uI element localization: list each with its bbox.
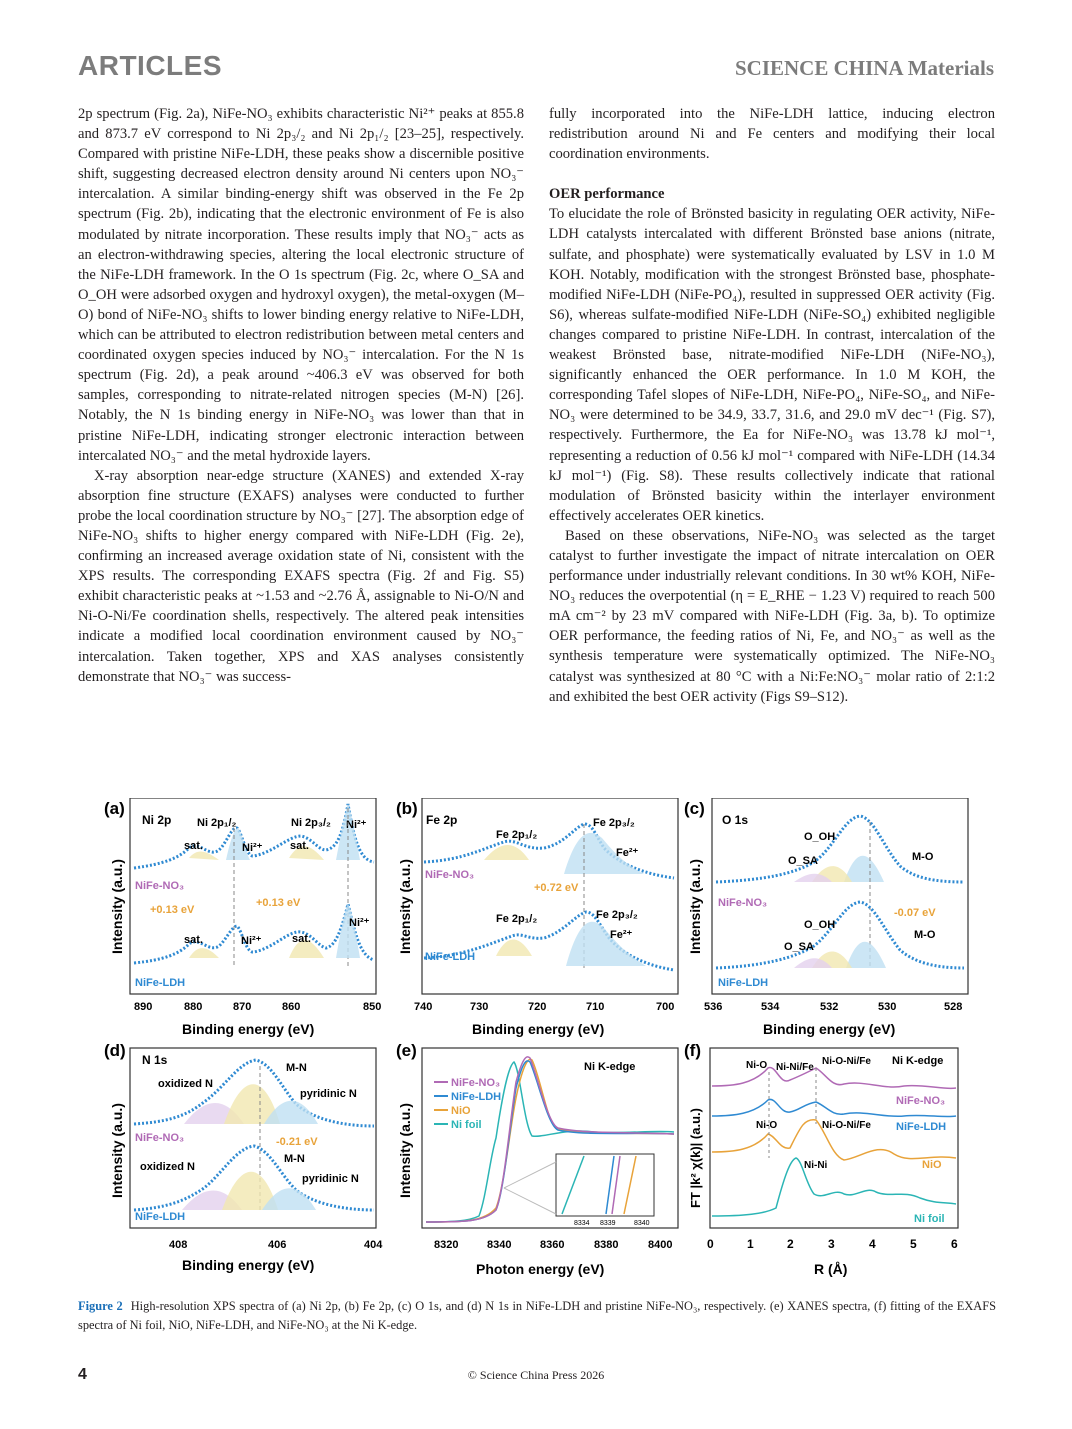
panel-a-frame (130, 798, 376, 994)
panel-c-ooh-top: O_OH (804, 831, 836, 843)
panel-d-shift: -0.21 eV (276, 1136, 318, 1148)
figure-caption-label: Figure 2 (78, 1299, 123, 1313)
panel-d-bottom-label: NiFe-LDH (135, 1211, 186, 1223)
panel-b (396, 798, 678, 1037)
panel-b-xtick-0: 740 (414, 1001, 433, 1013)
panel-a-sat-3: sat. (184, 934, 203, 946)
panel-d-letter: (d) (104, 1041, 126, 1060)
figure-caption (78, 1297, 996, 1335)
panel-b-xlabel: Binding energy (eV) (472, 1021, 605, 1037)
panel-a-xtick-1: 880 (184, 1001, 203, 1013)
panel-d-pyridinic-top: pyridinic N (300, 1088, 357, 1100)
section-header: ARTICLES (78, 50, 222, 81)
left-column (78, 104, 524, 687)
panel-e-legend-3: Ni foil (451, 1119, 482, 1131)
panel-b-title: Fe 2p (426, 813, 458, 827)
panel-f-label-0: NiFe-NO₃ (896, 1095, 946, 1107)
panel-d-xlabel: Binding energy (eV) (182, 1257, 315, 1273)
panel-a-bottom-label: NiFe-LDH (135, 977, 186, 989)
panel-f (684, 1041, 958, 1277)
panel-d-oxidized-bottom: oxidized N (140, 1161, 196, 1173)
panel-c-xtick-2: 532 (820, 1001, 839, 1013)
panel-a (104, 798, 381, 1037)
panel-a-xtick-3: 860 (282, 1001, 301, 1013)
page-number: 4 (78, 1366, 87, 1383)
panel-d-xtick-2: 404 (364, 1239, 383, 1251)
panel-c-xtick-3: 530 (878, 1001, 897, 1013)
panel-a-ylabel: Intensity (a.u.) (109, 859, 125, 954)
panel-f-label-3: Ni foil (914, 1213, 945, 1225)
panel-f-xtick-5: 5 (910, 1237, 917, 1251)
panel-f-label-2: NiO (922, 1159, 942, 1171)
copyright-footer: © Science China Press 2026 (467, 1368, 605, 1382)
panel-e-inset-tick-0: 8334 (574, 1220, 590, 1227)
panel-b-peak2-bottom: Fe 2p₃/₂ (596, 909, 638, 921)
panel-b-xtick-3: 710 (586, 1001, 605, 1013)
panel-c-xtick-4: 528 (944, 1001, 963, 1013)
panel-a-ni2-2: Ni²⁺ (346, 819, 367, 831)
panel-d-oxidized-top: oxidized N (158, 1078, 214, 1090)
panel-e-legend-1: NiFe-LDH (451, 1091, 502, 1103)
panel-e-ylabel: Intensity (a.u.) (397, 1103, 413, 1198)
panel-c-top-label: NiFe-NO₃ (718, 897, 768, 909)
panel-f-letter: (f) (684, 1041, 701, 1060)
panel-d-mn-bottom: M-N (284, 1153, 305, 1165)
panel-e-letter: (e) (396, 1041, 417, 1060)
panel-c-xlabel: Binding energy (eV) (763, 1021, 896, 1037)
panel-c-ooh-bottom: O_OH (804, 919, 836, 931)
panel-f-xtick-0: 0 (707, 1237, 714, 1251)
panel-b-shift: +0.72 eV (534, 882, 579, 894)
panel-c-shift: -0.07 eV (894, 907, 936, 919)
panel-c-bottom-label: NiFe-LDH (718, 977, 769, 989)
panel-a-title: Ni 2p (142, 813, 172, 827)
panel-a-xtick-0: 890 (134, 1001, 153, 1013)
panel-a-peak2: Ni 2p₃/₂ (291, 817, 331, 829)
panel-d-pyridinic-bottom: pyridinic N (302, 1173, 359, 1185)
panel-f-peak-top-1: Ni-Ni/Fe (776, 1062, 814, 1073)
panel-e-xtick-2: 8360 (540, 1239, 565, 1251)
panel-f-label-1: NiFe-LDH (896, 1121, 947, 1133)
panel-a-xtick-2: 870 (233, 1001, 252, 1013)
left-paragraph-1: 2p spectrum (Fig. 2a), NiFe-NO₃ exhibits characteristic Ni²⁺ peaks at 855.8 and 873.7 eV correspond to Ni 2p₃/₂ and Ni 2p₁/₂ [23–25], respectively. Compared with pristine NiFe-LDH, these peaks show a discernible positive shift, suggesting decreased electron density around Ni centers upon NO₃⁻ intercalation. A similar binding-energy shift was observed in the Fe 2p spectrum (Fig. 2b), indicating that the electronic environment of Fe is also modulated by nitrate incorporation. These results imply that NO₃⁻ acts as an electron-withdrawing species, altering the local electronic structure of the NiFe-LDH framework. In the O 1s spectrum (Fig. 2c, where O_SA and O_OH were adsorbed oxygen and hydroxyl oxygen), the metal-oxygen (M–O) bond of NiFe-NO₃ shifts to lower binding energy relative to NiFe-LDH, which can be attributed to electron redistribution between metal centers and coordinated oxygen species induced by NO₃⁻ intercalation. For the N 1s spectrum (Fig. 2d), a peak around ~406.3 eV was observed for both samples, corresponding to nitrate-related nitrogen species (M-N) [26]. Notably, the N 1s binding energy in NiFe-NO₃ was lower than that in pristine NiFe-LDH, indicating stronger electronic interaction between intercalated NO₃⁻ and the metal hydroxide layers. (78, 106, 524, 464)
panel-e-inset (556, 1154, 654, 1216)
panel-b-peak1-bottom: Fe 2p₁/₂ (496, 913, 538, 925)
panel-c-ylabel: Intensity (a.u.) (687, 859, 703, 954)
panel-a-ni2-4: Ni²⁺ (349, 917, 370, 929)
panel-f-nifoil-line (712, 1158, 956, 1216)
panel-e-xtick-1: 8340 (487, 1239, 512, 1251)
panel-a-xlabel: Binding energy (eV) (182, 1021, 315, 1037)
panel-a-top-label: NiFe-NO₃ (135, 880, 185, 892)
panel-d-top-label: NiFe-NO₃ (135, 1132, 185, 1144)
panel-b-peak2-top: Fe 2p₃/₂ (593, 817, 635, 829)
panel-f-peak-top-0: Ni-O (746, 1060, 768, 1071)
panel-c-mo-top: M-O (912, 851, 934, 863)
panel-f-ylabel: FT |k² χ(k)| (a.u.) (688, 1108, 703, 1208)
panel-d (104, 1041, 383, 1273)
panel-f-peak-mid-0: Ni-O (756, 1120, 778, 1131)
panel-b-xtick-1: 730 (470, 1001, 489, 1013)
panel-c-xtick-1: 534 (761, 1001, 780, 1013)
panel-e (396, 1041, 678, 1277)
panel-c-mo-bottom: M-O (914, 929, 936, 941)
panel-f-xlabel: R (Å) (814, 1261, 848, 1277)
panel-a-shift-mid: +0.13 eV (256, 897, 301, 909)
figure-2 (104, 798, 970, 1284)
panel-b-letter: (b) (396, 799, 418, 818)
panel-c-letter: (c) (684, 799, 705, 818)
panel-c-osa-bottom: O_SA (784, 941, 814, 953)
panel-f-xtick-6: 6 (951, 1237, 958, 1251)
panel-c-title: O 1s (722, 813, 749, 827)
panel-e-title: Ni K-edge (584, 1061, 636, 1073)
panel-e-xtick-0: 8320 (434, 1239, 459, 1251)
panel-d-xtick-1: 406 (268, 1239, 287, 1251)
panel-a-sat-2: sat. (290, 840, 309, 852)
panel-e-xtick-3: 8380 (594, 1239, 619, 1251)
panel-e-xlabel: Photon energy (eV) (476, 1261, 605, 1277)
left-paragraph-2: X-ray absorption near-edge structure (XANES) and extended X-ray absorption fine structure (EXAFS) analyses were conducted to further probe the local coordination structure by NO₃⁻ [27]. The absorption edge of NiFe-NO₃ shifts to higher energy compared with NiFe-LDH (Fig. 2e), confirming an increased average oxidation state of Ni, consistent with the XPS results. The corresponding EXAFS spectra (Fig. 2f and Fig. S5) exhibit characteristic peaks at ~1.53 and ~2.76 Å, assignable to Ni-O/N and Ni-O-Ni/Fe coordination shells, respectively. The altered peak intensities indicate a modified local coordination environment caused by NO₃⁻ intercalation. Taken together, XPS and XAS analyses consistently demonstrate that NO₃⁻ was success- (78, 467, 524, 685)
panel-e-xtick-4: 8400 (648, 1239, 673, 1251)
panel-f-frame (710, 1048, 958, 1228)
panel-c-xtick-0: 536 (704, 1001, 723, 1013)
panel-a-sat-4: sat. (292, 933, 311, 945)
panel-a-shift-left: +0.13 eV (150, 904, 195, 916)
panel-b-peak1-top: Fe 2p₁/₂ (496, 829, 538, 841)
panel-d-xtick-0: 408 (169, 1239, 188, 1251)
panel-f-title: Ni K-edge (892, 1055, 944, 1067)
panel-f-xtick-3: 3 (828, 1237, 835, 1251)
panel-f-xtick-2: 2 (787, 1237, 794, 1251)
panel-c (684, 798, 968, 1037)
panel-a-ni2-3: Ni²⁺ (241, 935, 262, 947)
figure-2-svg (104, 798, 970, 1284)
panel-a-peak1: Ni 2p₁/₂ (197, 817, 237, 829)
panel-e-legend-2: NiO (451, 1105, 471, 1117)
panel-a-sat-1: sat. (184, 840, 203, 852)
section-heading: OER performance (549, 186, 665, 203)
panel-b-ylabel: Intensity (a.u.) (397, 859, 413, 954)
panel-c-osa-top: O_SA (788, 855, 818, 867)
panel-b-top-label: NiFe-NO₃ (425, 869, 475, 881)
panel-d-mn-top: M-N (286, 1062, 307, 1074)
panel-e-legend-0: NiFe-NO₃ (451, 1077, 501, 1089)
panel-f-xtick-4: 4 (869, 1237, 876, 1251)
panel-e-inset-tick-2: 8340 (634, 1220, 650, 1227)
panel-f-peak-nini: Ni-Ni (804, 1160, 828, 1171)
panel-b-xtick-2: 720 (528, 1001, 547, 1013)
panel-a-ni2-1: Ni²⁺ (242, 842, 263, 854)
figure-caption-text: High-resolution XPS spectra of (a) Ni 2p, (b) Fe 2p, (c) O 1s, and (d) N 1s in NiFe-LDH and pristine NiFe-NO₃, respectively. (e) XANES spectra, (f) fitting of the EXAFS spectra of Ni foil, NiO, NiFe-LDH, and NiFe-NO₃ at the Ni K-edge. (78, 1299, 997, 1332)
panel-f-peak-top-2: Ni-O-Ni/Fe (822, 1056, 871, 1067)
right-column (549, 104, 995, 707)
panel-a-xtick-4: 850 (363, 1001, 382, 1013)
panel-a-letter: (a) (104, 799, 125, 818)
panel-d-ylabel: Intensity (a.u.) (109, 1103, 125, 1198)
right-paragraph-2: To elucidate the role of Brönsted basicity in regulating OER activity, NiFe-LDH catalysts intercalated with different Brönsted base anions (nitrate, sulfate, and phosphate) were systematically evaluated by LSV in 1.0 M KOH. Notably, modification with the strongest Brönsted base, phosphate-modified NiFe-LDH (NiFe-PO₄), resulted in suppressed OER activity (Fig. S6), whereas sulfate-modified NiFe-LDH (NiFe-SO₄) exhibited negligible changes compared to pristine NiFe-LDH. In contrast, intercalation of the weakest Brönsted base, nitrate-modified NiFe-LDH (NiFe-NO₃), significantly enhanced the OER performance. In 1.0 M KOH, the corresponding Tafel slopes of NiFe-LDH, NiFe-PO₄, NiFe-SO₄, and NiFe-NO₃ were determined to be 34.9, 33.7, 31.6, and 29.0 mV dec⁻¹ (Fig. S7), respectively. Furthermore, the Ea for NiFe-NO₃ was 13.78 kJ mol⁻¹, representing a reduction of 0.56 kJ mol⁻¹ compared with NiFe-LDH (14.34 kJ mol⁻¹) (Fig. S8). These results collectively indicate that rational modulation of Brönsted basicity within the interlayer environment effectively accelerates OER kinetics. (549, 206, 995, 524)
panel-b-xtick-4: 700 (656, 1001, 675, 1013)
journal-header: SCIENCE CHINA Materials (734, 56, 994, 80)
panel-f-peak-mid-1: Ni-O-Ni/Fe (822, 1120, 871, 1131)
panel-e-inset-tick-1: 8339 (600, 1220, 616, 1227)
right-paragraph-3: Based on these observations, NiFe-NO₃ was selected as the target catalyst to further investigate the impact of nitrate intercalation on OER performance under industrially relevant conditions. In 30 wt% KOH, NiFe-NO₃ reduces the overpotential (η = E_RHE − 1.23 V) required to reach 500 mA cm⁻² by 23 mV compared with NiFe-LDH (Fig. 3a, b). To optimize OER performance, the feeding ratios of Ni, Fe, and NO₃⁻ as well as the synthesis temperature were systematically optimized. The NiFe-NO₃ catalyst was synthesized at 80 °C with a Ni:Fe:NO₃⁻ molar ratio of 2:1:2 and exhibited the best OER activity (Figs S9–S12). (549, 527, 995, 705)
panel-b-fe2-bottom: Fe²⁺ (610, 929, 633, 941)
panel-b-fe2-top: Fe²⁺ (616, 847, 639, 859)
panel-f-xtick-1: 1 (747, 1237, 754, 1251)
panel-d-title: N 1s (142, 1053, 168, 1067)
panel-b-bottom-label: NiFe-LDH (425, 951, 476, 963)
right-paragraph-1: fully incorporated into the NiFe-LDH lattice, inducing electron redistribution around Ni and Fe centers and modifying their local coordination environments. (549, 106, 995, 163)
